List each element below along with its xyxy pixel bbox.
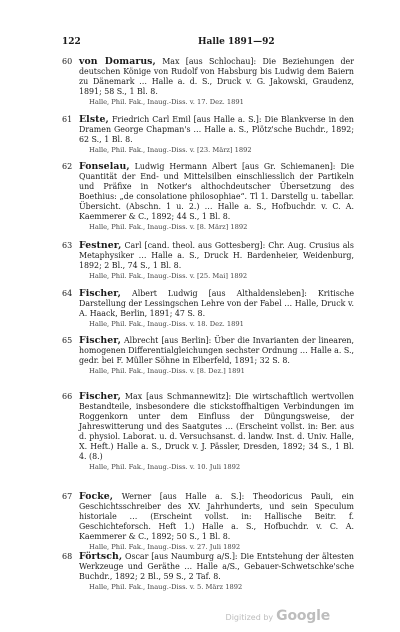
author-name: Fischer, xyxy=(79,335,121,346)
entry-text: Carl [cand. theol. aus Gottesberg]: Chr. Aug. Crusius als Metaphysiker … Halle a. S., Druck H. Bardenheier, Weidenburg, 1892; 2 Bl., 74 S., 1 Bl. 8. xyxy=(79,241,354,270)
entry-note: Halle, Phil. Fak., Inaug.-Diss. v. [8. Dez.] 1891 xyxy=(89,366,245,375)
entry-number: 60 xyxy=(62,57,73,66)
entry-body xyxy=(79,241,354,281)
entry-body xyxy=(79,57,354,107)
entry-number: 66 xyxy=(62,392,73,401)
entry-number: 65 xyxy=(62,336,73,345)
entry-text: Albrecht [aus Berlin]: Über die Invarianten der linearen, homogenen Differentialgleichungen sechster Ordnung … Halle a. S., gedr. bei F. Müller Söhne in Elberfeld, 1891; 32 S. 8. xyxy=(79,336,355,365)
entry-note: Halle, Phil. Fak., Inaug.-Diss. v. 10. Juli 1892 xyxy=(89,462,241,471)
entry-text: Albert Ludwig [aus Althaldensleben]: Kritische Darstellung der Lessingschen Lehre von der Fabel … Halle, Druck v. A. Haack, Berlin, 1891; 47 S. 8. xyxy=(79,289,354,318)
entry-note: Halle, Phil. Fak., Inaug.-Diss. v. 27. Juli 1892 xyxy=(89,542,241,551)
entry-note: Halle, Phil. Fak., Inaug.-Diss. v. 17. Dez. 1891 xyxy=(89,97,244,106)
entry-text: Max [aus Schlochau]: Die Beziehungen der deutschen Könige von Rudolf von Habsburg bis Ludwig dem Baiern zu Dänemark … Halle a. d. S., Druck v. G. Jakowski, Graudenz, 1891; 58 S., 1 Bl. 8. xyxy=(79,57,354,96)
google-logo: Google xyxy=(276,608,330,624)
entry-text: Friedrich Carl Emil [aus Halle a. S.]: Die Blankverse in den Dramen George Chapman's … Halle a. S., Plötz'sche Buchdr., 1892; 62 S., 1 Bl. 8. xyxy=(79,115,354,144)
entry-text: Oscar [aus Naumburg a/S.]: Die Entstehung der ältesten Werkzeuge und Geräthe … Halle a/S., Gebauer-Schwetschke'sche Buchdr., 1892; 2 Bl., 59 S., 2 Taf. 8. xyxy=(79,552,354,581)
entry-body xyxy=(79,162,354,232)
entry-body xyxy=(79,115,354,155)
entry-number: 67 xyxy=(62,492,73,501)
entry-number: 64 xyxy=(62,289,73,298)
entry-note: Halle, Phil. Fak., Inaug.-Diss. v. 18. Dez. 1891 xyxy=(89,319,244,328)
entry-number: 61 xyxy=(62,115,73,124)
author-name: von Domarus, xyxy=(79,56,156,67)
entry-body xyxy=(79,336,354,376)
author-name: Elste, xyxy=(79,114,109,125)
page-header xyxy=(62,37,362,51)
entry-number: 63 xyxy=(62,241,73,250)
entry-body xyxy=(79,289,354,329)
entry-text: Ludwig Hermann Albert [aus Gr. Schiemanen]: Die Quantität der End- und Mittelsilben einschliesslich der Partikeln und Präfixe in Notker's althochdeutscher Übersetzung des Boethius: „de consolatione philosophiae“. Tl 1. Darstellg u. tabellar. Übersicht. (Abschn. 1 u. 2.) … Halle a. S., Hofbuchdr. v. C. A. Kaemmerer & C., 1892; 44 S., 1 Bl. 8. xyxy=(79,162,354,221)
entry-note: Halle, Phil. Fak., Inaug.-Diss. v. [8. März] 1892 xyxy=(89,222,248,231)
author-name: Festner, xyxy=(79,240,122,251)
entry-body xyxy=(79,392,354,472)
entry-number: 62 xyxy=(62,162,73,171)
entry-note: Halle, Phil. Fak., Inaug.-Diss. v. [25. Mai] 1892 xyxy=(89,271,248,280)
digitized-watermark xyxy=(226,608,330,624)
author-name: Focke, xyxy=(79,491,114,502)
entry-text: Werner [aus Halle a. S.]: Theodoricus Pauli, ein Geschichtsschreiber des XV. Jahrhunderts, und sein Speculum historiale … (Erscheint vollst. in: Hallische Beitr. f. Geschichteforsch. Heft 1.) Halle a. S., Hofbuchdr. v. C. A. Kaemmerer & C., 1892; 50 S., 1 Bl. 8. xyxy=(79,492,354,541)
entry-note: Halle, Phil. Fak., Inaug.-Diss. v. 5. März 1892 xyxy=(89,582,243,591)
author-name: Fischer, xyxy=(79,391,121,402)
author-name: Förtsch, xyxy=(79,551,123,562)
running-title: Halle 1891—92 xyxy=(198,37,275,47)
entry-note: Halle, Phil. Fak., Inaug.-Diss. v. [23. März] 1892 xyxy=(89,145,252,154)
entry-body xyxy=(79,552,354,592)
page-number: 122 xyxy=(62,37,81,47)
entry-text: Max [aus Schmannewitz]: Die wirtschaftlich wertvollen Bestandteile, insbesondere die stickstoffhaltigen Verbindungen im Roggenkorn unter dem Einfluss der Düngungsweise, der Jahreswitterung und des Saatgutes … (Erscheint vollst. in: Ber. aus d. physiol. Laborat. u. d. Versuchsanst. d. landw. Inst. d. Univ. Halle, X. Heft.) Halle a. S., Druck v. J. Pässler, Dresden, 1892; 34 S., 1 Bl. 4. (8.) xyxy=(79,392,354,461)
author-name: Fischer, xyxy=(79,288,121,299)
author-name: Fonselau, xyxy=(79,161,130,172)
entry-body xyxy=(79,492,354,552)
entry-number: 68 xyxy=(62,552,73,561)
watermark-prefix: Digitized by xyxy=(225,613,274,622)
